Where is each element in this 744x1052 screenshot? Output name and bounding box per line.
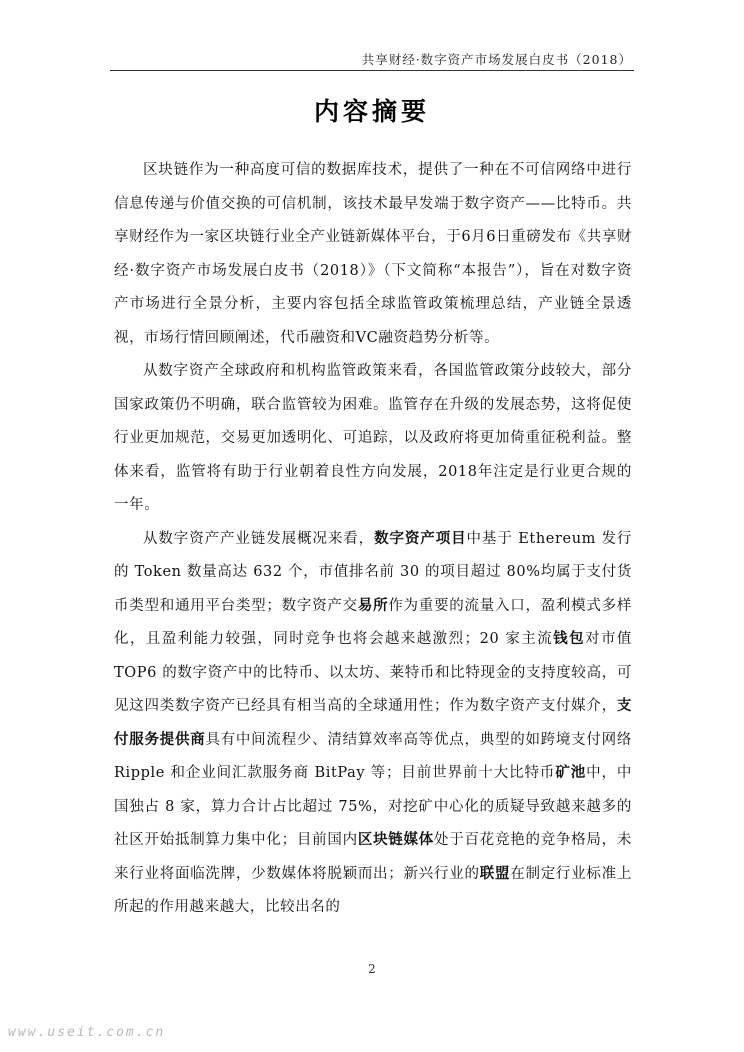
paragraph-industry-chain — [114, 523, 632, 925]
text-run: 从数字资产产业链发展概况来看， — [143, 530, 375, 547]
keyword-wallet: 钱包 — [553, 631, 586, 647]
paragraph-intro: 区块链作为一种高度可信的数据库技术，提供了一种在不可信网络中进行信息传递与价值交换的可信机制，该技术最早发端于数字资产——比特币。共享财经作为一家区块链行业全产业链新媒体平台，于6月6日重磅发布《共享财经·数字资产市场发展白皮书（2018）》（下文简称“本报告”），旨在对数字资产市场进行全景分析，主要内容包括全球监管政策梳理总结，产业链全景透视，市场行情回顾阐述，代币融资和VC融资趋势分析等。 — [114, 162, 632, 346]
keyword-mining-pool: 矿池 — [555, 765, 587, 781]
text-run: 中，中国独占 8 家，算力合计占比超过 75%，对挖矿中心化的质疑导致越来越多的社区开始抵制算力集中化；目前国内 — [114, 765, 633, 848]
site-watermark: www.useit.com.cn — [8, 1025, 166, 1040]
header-rule — [110, 70, 634, 71]
page-number: 2 — [368, 962, 376, 976]
text-run: 中基于 Ethereum 发行的 Token 数量高达 632 个，市值排名前 30 的项目超过 80%均属于支付货币类型和通用平台类型；数字资产交 — [114, 530, 632, 614]
text-run: 具有中间流程少、清结算效率高等优点，典型的如跨境支付网络 Ripple 和企业间汇款服务商 BitPay 等；目前世界前十大比特币 — [114, 731, 632, 781]
keyword-digital-asset-project: 数字资产项目 — [374, 530, 467, 547]
text-run: 作为重要的流量入口，盈利模式多样化，且盈利能力较强，同时竞争也将会越来越激烈；20 家主流 — [114, 597, 632, 647]
keyword-blockchain-media: 区块链媒体 — [357, 832, 435, 848]
keyword-alliance: 联盟 — [479, 865, 511, 882]
text-run: 处于百花竞艳的竞争格局，未来行业将面临洗牌，少数媒体将脱颖而出；新兴行业的 — [114, 832, 632, 882]
page-title: 内容摘要 — [313, 97, 430, 126]
text-run: 在制定行业标准上所起的作用越来越大，比较出名的 — [114, 865, 632, 915]
keyword-payment-provider: 支付服务提供商 — [114, 698, 632, 748]
keyword-exchange: 易所 — [357, 597, 389, 614]
document-body — [114, 154, 632, 925]
running-header: 共享财经·数字资产市场发展白皮书（2018） — [361, 52, 632, 67]
text-run: 对市值 TOP6 的数字资产中的比特币、以太坊、莱特币和比特现金的支持度较高，可见这四类数字资产已经具有相当高的全球通用性；作为数字资产支付媒介， — [114, 631, 632, 714]
paragraph-regulation: 从数字资产全球政府和机构监管政策来看，各国监管政策分歧较大，部分国家政策仍不明确，联合监管较为困难。监管存在升级的发展态势，这将促使行业更加规范，交易更加透明化、可追踪，以及政府将更加倚重征税利益。整体来看，监管将有助于行业朝着良性方向发展，2018年注定是行业更合规的一年。 — [114, 363, 632, 513]
